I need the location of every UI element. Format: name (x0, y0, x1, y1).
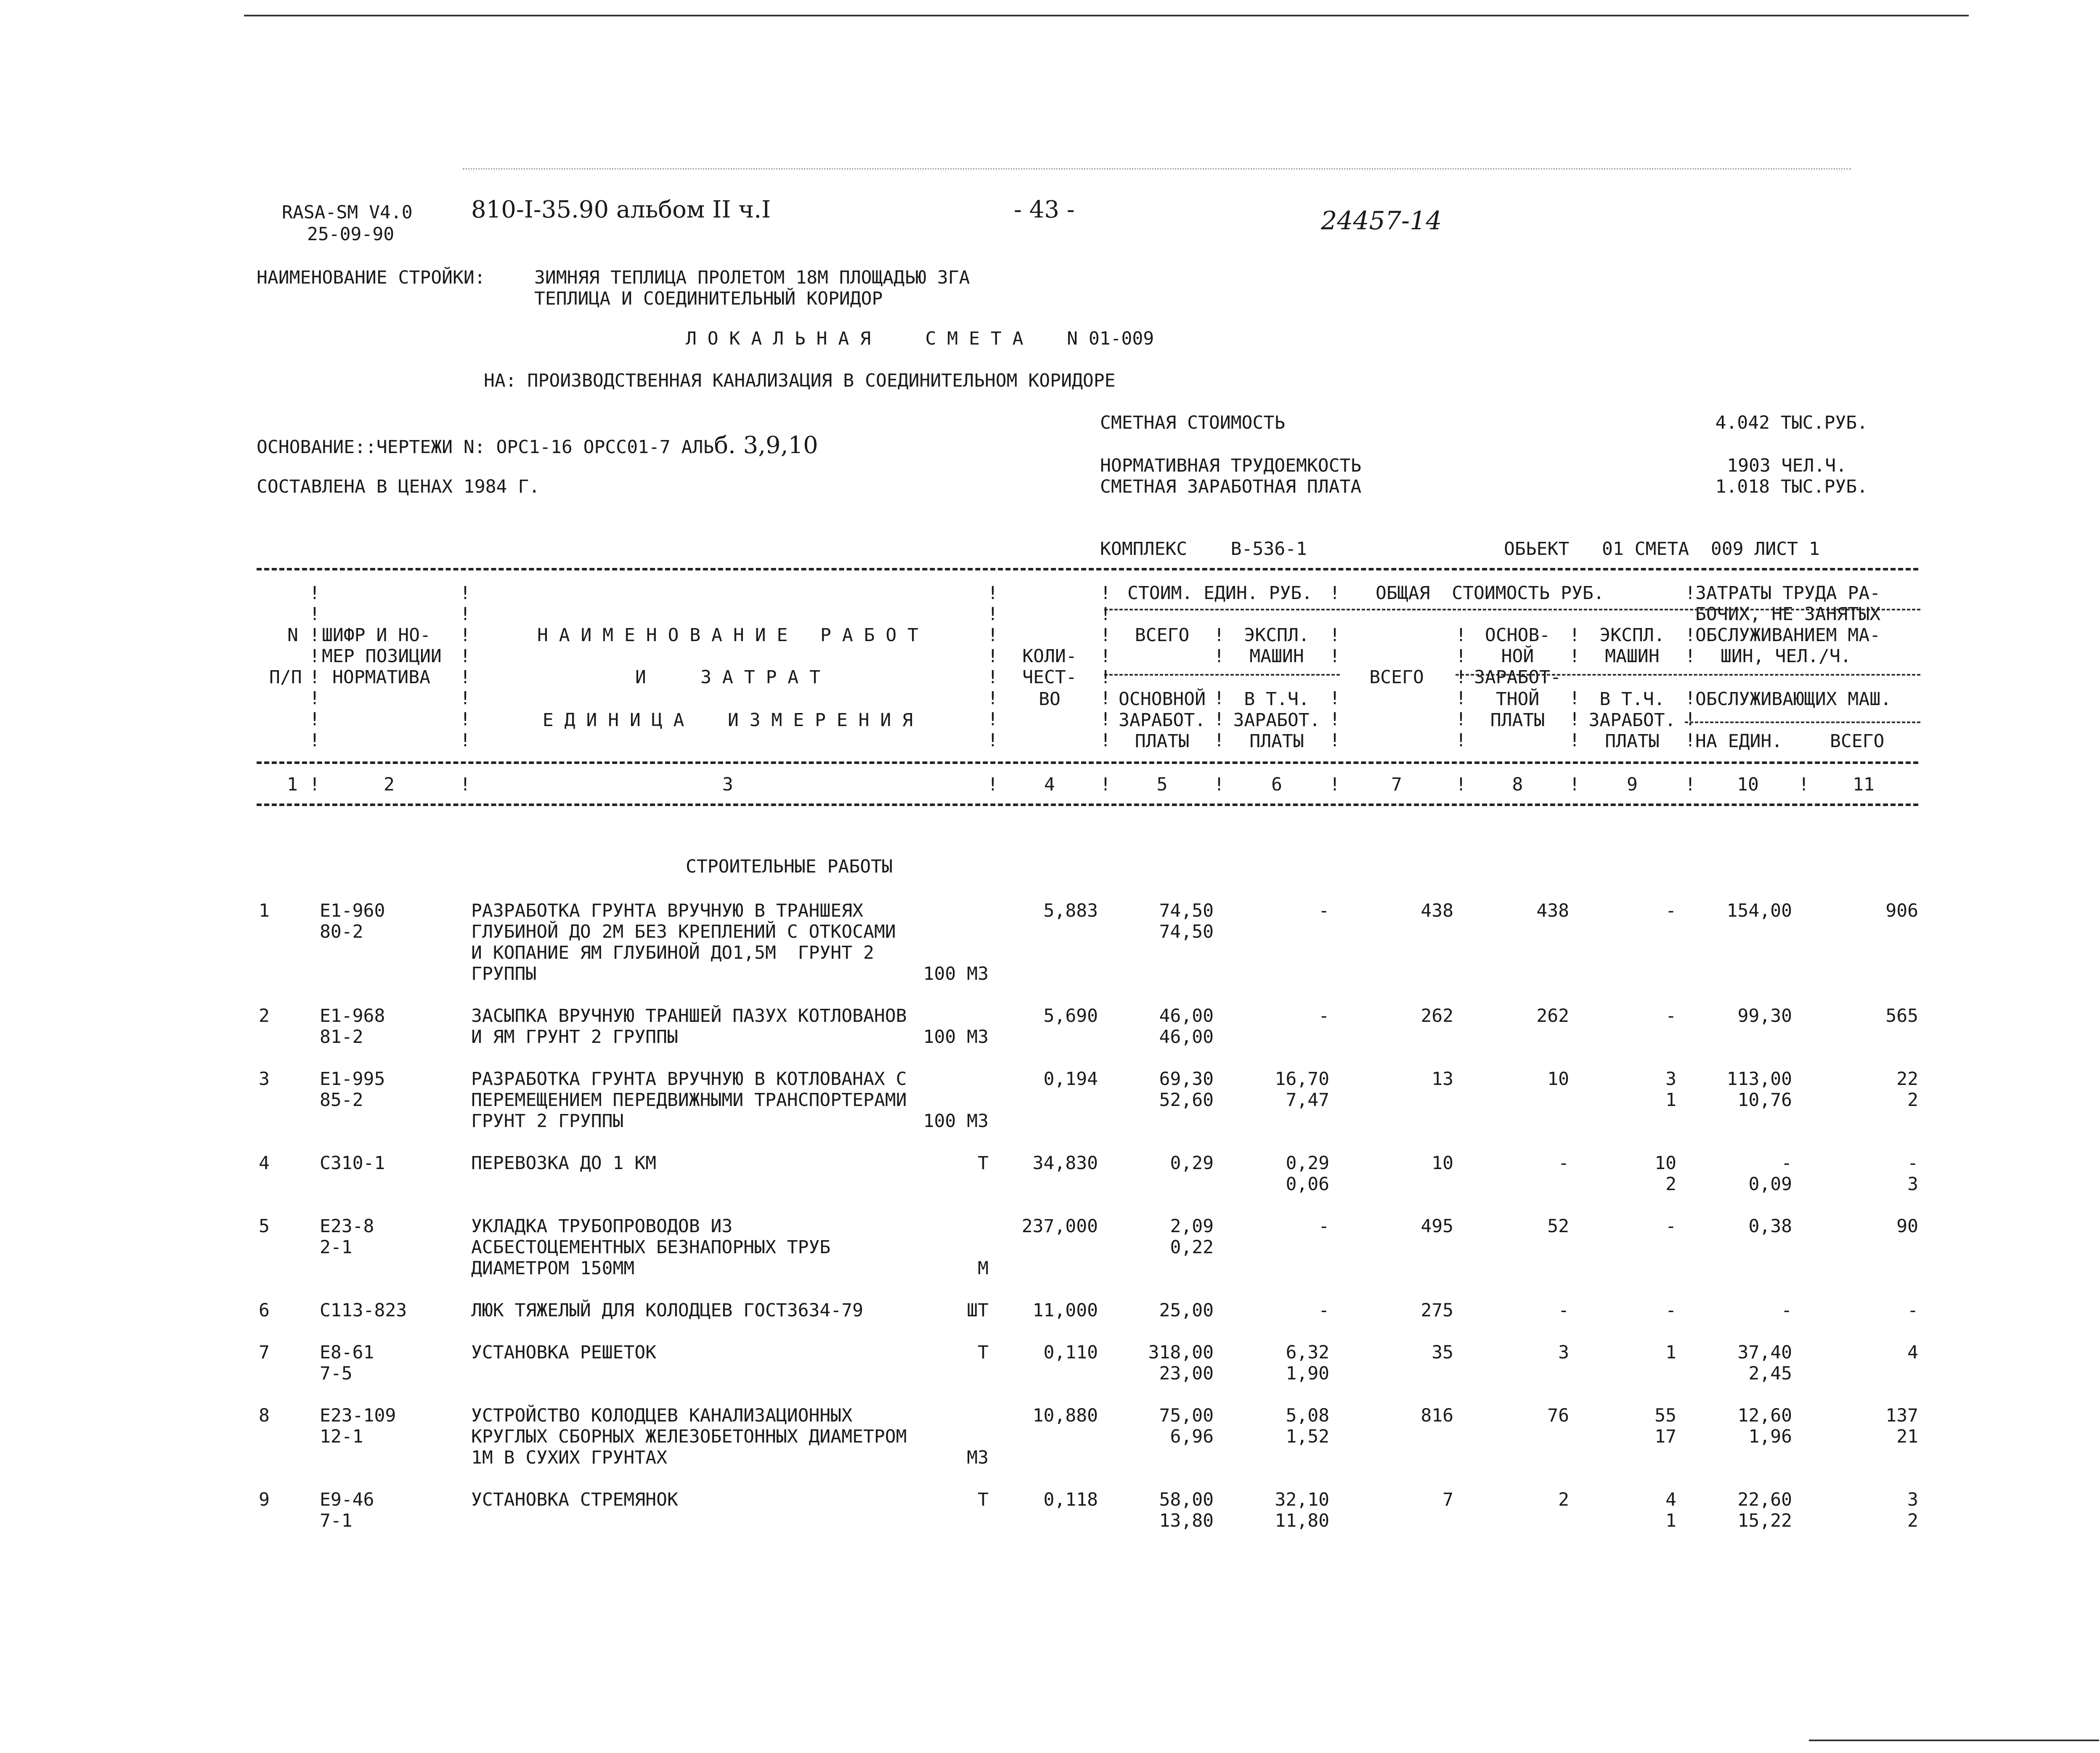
row-code: Е9-46 (320, 1489, 374, 1510)
row-total-cost: 7 (1442, 1489, 1453, 1510)
row-labor-total: 3 (1907, 1489, 1918, 1510)
row-total-cost: 262 (1421, 1005, 1453, 1026)
row-machine-cost: - (1665, 900, 1676, 921)
colnum-3: 3 (722, 774, 733, 795)
colnum-separators: ! (1456, 774, 1466, 795)
row-total-cost: 10 (1432, 1153, 1453, 1174)
col-sep-2: ! ! ! ! ! ! ! ! (460, 583, 471, 751)
row-unit-cost-total: 58,00 (1159, 1489, 1214, 1510)
row-name: УКЛАДКА ТРУБОПРОВОДОВ ИЗ (471, 1216, 733, 1237)
scan-top-line (244, 15, 1969, 16)
total-cost-title: ОБЩАЯ СТОИМОСТЬ РУБ. (1376, 583, 1604, 604)
row-unit-cost-total: 25,00 (1159, 1300, 1214, 1321)
row-quantity: 34,830 (1032, 1153, 1098, 1174)
program-date: 25-09-90 (307, 224, 395, 245)
row-name: РАЗРАБОТКА ГРУНТА ВРУЧНУЮ В КОТЛОВАНАХ С (471, 1069, 907, 1090)
colnum-10: 10 (1737, 774, 1759, 795)
row-basic-wages: 76 (1547, 1405, 1569, 1426)
col7-line1: ВСЕГО (1369, 667, 1424, 688)
col5-line3: ЗАРАБОТ. (1118, 710, 1206, 731)
row-machine-cost: 1 (1665, 1342, 1676, 1363)
row-number: 7 (259, 1342, 270, 1363)
colnum-separators: ! (460, 774, 471, 795)
row-labor-per-unit: - (1781, 1153, 1792, 1174)
row-basic-wages: - (1558, 1153, 1569, 1174)
row-name: УСТАНОВКА РЕШЕТОК (471, 1342, 657, 1363)
unit-cost-title: СТОИМ. ЕДИН. РУБ. (1127, 583, 1313, 604)
row-unit-cost-machines: 16,70 (1275, 1069, 1329, 1090)
row-labor-per-unit: 22,60 (1737, 1489, 1792, 1510)
row-name: И ЯМ ГРУНТ 2 ГРУППЫ (471, 1026, 678, 1048)
row-labor-per-unit: 113,00 (1726, 1069, 1792, 1090)
row-unit-cost-total: 0,29 (1170, 1153, 1214, 1174)
row-labor-total: 137 (1885, 1405, 1918, 1426)
row-unit-cost-total: 75,00 (1159, 1405, 1214, 1426)
row-name: УСТРОЙСТВО КОЛОДЦЕВ КАНАЛИЗАЦИОННЫХ (471, 1405, 853, 1426)
row-unit: Т (978, 1153, 989, 1174)
row-number: 8 (259, 1405, 270, 1426)
row-labor-per-unit: 99,30 (1737, 1005, 1792, 1026)
row-total-cost: 816 (1421, 1405, 1453, 1426)
labor-title-2: БОЧИХ, НЕ ЗАНЯТЫХ (1695, 604, 1881, 625)
col-sep-4: ! ! ! ! ! ! ! ! (1100, 583, 1111, 751)
row-number: 5 (259, 1216, 270, 1237)
labor-title-1: ЗАТРАТЫ ТРУДА РА- (1695, 583, 1881, 604)
row-machine-cost: 55 (1655, 1405, 1676, 1426)
row-code: 81-2 (320, 1026, 363, 1048)
row-number: 4 (259, 1153, 270, 1174)
row-machine-cost: 10 (1655, 1153, 1676, 1174)
row-unit-cost-machines: 5,08 (1286, 1405, 1329, 1426)
col8-line2: НОЙ (1501, 646, 1534, 667)
colnum-separators: ! (309, 774, 320, 795)
colnum-separators: ! (1100, 774, 1111, 795)
row-unit: 100 М3 (923, 963, 989, 984)
album-reference: 810-I-35.90 альбом II ч.I (471, 196, 771, 223)
row-labor-per-unit: 10,76 (1737, 1090, 1792, 1111)
col3-line2: И З А Т Р А Т (635, 667, 821, 688)
row-number: 6 (259, 1300, 270, 1321)
row-unit-cost-machines: 6,32 (1286, 1342, 1329, 1363)
row-unit-cost-total: 46,00 (1159, 1005, 1214, 1026)
row-machine-cost: 1 (1665, 1510, 1676, 1531)
row-unit-cost-total: 69,30 (1159, 1069, 1214, 1090)
row-code: С113-823 (320, 1300, 407, 1321)
col9-line3: В Т.Ч. (1599, 689, 1665, 710)
row-total-cost: 495 (1421, 1216, 1453, 1237)
row-code: 2-1 (320, 1237, 353, 1258)
row-code: Е1-960 (320, 900, 385, 921)
numbers-bottom-border (257, 804, 1918, 806)
row-code: Е23-8 (320, 1216, 374, 1237)
row-unit: Т (978, 1342, 989, 1363)
col6-line2: МАШИН (1249, 646, 1304, 667)
col11-header: ВСЕГО (1830, 731, 1885, 752)
row-code: С310-1 (320, 1153, 385, 1174)
col2-line3: НОРМАТИВА (332, 667, 430, 688)
row-unit-cost-total: 46,00 (1159, 1026, 1214, 1048)
colnum-separators: ! (987, 774, 998, 795)
row-unit-cost-total: 23,00 (1159, 1363, 1214, 1384)
labor-title-4: ШИН, ЧЕЛ./Ч. (1721, 646, 1851, 667)
row-machine-cost: 3 (1665, 1069, 1676, 1090)
row-labor-per-unit: 37,40 (1737, 1342, 1792, 1363)
colnum-separators: ! (1329, 774, 1340, 795)
row-total-cost: 275 (1421, 1300, 1453, 1321)
row-name: И КОПАНИЕ ЯМ ГЛУБИНОЙ ДО1,5М ГРУНТ 2 (471, 942, 874, 963)
row-unit-cost-machines: 0,29 (1286, 1153, 1329, 1174)
row-labor-total: 2 (1907, 1510, 1918, 1531)
row-name: ГРУНТ 2 ГРУППЫ (471, 1111, 624, 1132)
colnum-separators: ! (1214, 774, 1225, 795)
row-quantity: 11,000 (1032, 1300, 1098, 1321)
col3-line1: Н А И М Е Н О В А Н И Е Р А Б О Т (537, 625, 919, 646)
estimate-for: НА: ПРОИЗВОДСТВЕННАЯ КАНАЛИЗАЦИЯ В СОЕДИНИТЕЛЬНОМ КОРИДОРЕ (484, 370, 1116, 391)
row-labor-total: 22 (1896, 1069, 1918, 1090)
row-unit-cost-total: 0,22 (1170, 1237, 1214, 1258)
col9-line2: МАШИН (1605, 646, 1660, 667)
row-code: Е8-61 (320, 1342, 374, 1363)
col1-pp: П/П (269, 667, 302, 688)
header-top-border (257, 568, 1918, 570)
row-unit: Т (978, 1489, 989, 1510)
col-sep-5: ! ! ! ! ! (1214, 625, 1225, 751)
row-total-cost: 13 (1432, 1069, 1453, 1090)
row-labor-total: 21 (1896, 1426, 1918, 1447)
row-machine-cost: - (1665, 1216, 1676, 1237)
row-code: Е1-995 (320, 1069, 385, 1090)
col5-line1: ВСЕГО (1135, 625, 1190, 646)
col8-line3: ЗАРАБОТ- (1474, 667, 1562, 688)
header-bottom-border (257, 761, 1918, 764)
row-unit: М3 (967, 1447, 989, 1468)
handwritten-code: 24457-14 (1321, 206, 1442, 236)
row-quantity: 0,118 (1043, 1489, 1098, 1510)
row-labor-per-unit: 2,45 (1748, 1363, 1792, 1384)
row-unit: ШТ (967, 1300, 989, 1321)
col-sep-1: ! ! ! ! ! ! ! ! (309, 583, 320, 751)
row-machine-cost: 4 (1665, 1489, 1676, 1510)
colnum-separators: ! (1685, 774, 1696, 795)
colnum-8: 8 (1512, 774, 1523, 795)
row-name: 1М В СУХИХ ГРУНТАХ (471, 1447, 667, 1468)
row-name: КРУГЛЫХ СБОРНЫХ ЖЕЛЕЗОБЕТОННЫХ ДИАМЕТРОМ (471, 1426, 907, 1447)
row-name: ЗАСЫПКА ВРУЧНУЮ ТРАНШЕЙ ПАЗУХ КОТЛОВАНОВ (471, 1005, 907, 1026)
col4-line3: ВО (1039, 689, 1061, 710)
row-quantity: 5,690 (1043, 1005, 1098, 1026)
row-unit-cost-total: 6,96 (1170, 1426, 1214, 1447)
section-title: СТРОИТЕЛЬНЫЕ РАБОТЫ (686, 856, 893, 877)
row-basic-wages: 52 (1547, 1216, 1569, 1237)
colnum-separators: ! (1569, 774, 1580, 795)
labor-subtitle: ОБСЛУЖИВАЮЩИХ МАШ. (1695, 689, 1891, 710)
labor-subdivider (1685, 721, 1920, 723)
row-number: 2 (259, 1005, 270, 1026)
row-unit-cost-machines: 1,52 (1286, 1426, 1329, 1447)
object-sheet: ОБЬЕКТ 01 СМЕТА 009 ЛИСТ 1 (1504, 538, 1820, 560)
col5-line2: ОСНОВНОЙ (1118, 689, 1206, 710)
summary-label-cost: СМЕТНАЯ СТОИМОСТЬ (1100, 412, 1286, 433)
scan-noise-line (463, 168, 1851, 170)
basis-label: ОСНОВАНИЕ::ЧЕРТЕЖИ N: ОРС1-16 ОРСС01-7 АЛЬ (257, 437, 714, 458)
row-unit-cost-machines: - (1318, 1005, 1329, 1026)
colnum-7: 7 (1391, 774, 1402, 795)
row-code: 80-2 (320, 921, 363, 942)
row-code: Е1-968 (320, 1005, 385, 1026)
row-labor-per-unit: 15,22 (1737, 1510, 1792, 1531)
row-code: 12-1 (320, 1426, 363, 1447)
col4-line2: ЧЕСТ- (1022, 667, 1077, 688)
row-basic-wages: - (1558, 1300, 1569, 1321)
row-basic-wages: 3 (1558, 1342, 1569, 1363)
col6-line1: ЭКСПЛ. (1244, 625, 1310, 646)
row-number: 1 (259, 900, 270, 921)
row-unit-cost-machines: 7,47 (1286, 1090, 1329, 1111)
row-labor-per-unit: 0,09 (1748, 1174, 1792, 1195)
col8-line4: ТНОЙ (1495, 689, 1540, 710)
colnum-6: 6 (1271, 774, 1282, 795)
row-total-cost: 35 (1432, 1342, 1453, 1363)
row-code: 7-5 (320, 1363, 353, 1384)
row-unit-cost-machines: - (1318, 1216, 1329, 1237)
col9-line5: ПЛАТЫ (1605, 731, 1660, 752)
summary-label-wages: СМЕТНАЯ ЗАРАБОТНАЯ ПЛАТА (1100, 476, 1362, 497)
col-sep-8: ! ! ! ! ! (1569, 625, 1580, 751)
row-unit-cost-total: 74,50 (1159, 900, 1214, 921)
row-machine-cost: 1 (1665, 1090, 1676, 1111)
row-quantity: 0,194 (1043, 1069, 1098, 1090)
colnum-1: 1 (287, 774, 298, 795)
summary-value-labor: 1903 ЧЕЛ.Ч. (1727, 455, 1847, 476)
summary-value-wages: 1.018 ТЫС.РУБ. (1715, 476, 1868, 497)
row-unit-cost-total: 74,50 (1159, 921, 1214, 942)
colnum-5: 5 (1156, 774, 1168, 795)
row-unit-cost-machines: - (1318, 900, 1329, 921)
row-labor-per-unit: 0,38 (1748, 1216, 1792, 1237)
prices-basis: СОСТАВЛЕНА В ЦЕНАХ 1984 Г. (257, 476, 540, 497)
row-name: УСТАНОВКА СТРЕМЯНОК (471, 1489, 678, 1510)
col8-line1: ОСНОВ- (1485, 625, 1551, 646)
row-machine-cost: - (1665, 1300, 1676, 1321)
row-code: 85-2 (320, 1090, 363, 1111)
construction-line1: ЗИМНЯЯ ТЕПЛИЦА ПРОЛЕТОМ 18М ПЛОЩАДЬЮ 3ГА (534, 267, 970, 288)
row-basic-wages: 2 (1558, 1489, 1569, 1510)
row-labor-total: 906 (1885, 900, 1918, 921)
row-unit-cost-total: 318,00 (1148, 1342, 1214, 1363)
row-name: ГЛУБИНОЙ ДО 2М БЕЗ КРЕПЛЕНИЙ С ОТКОСАМИ (471, 921, 896, 942)
row-name: РАЗРАБОТКА ГРУНТА ВРУЧНУЮ В ТРАНШЕЯХ (471, 900, 863, 921)
col8-line5: ПЛАТЫ (1490, 710, 1545, 731)
row-unit-cost-machines: 0,06 (1286, 1174, 1329, 1195)
row-name: ДИАМЕТРОМ 150ММ (471, 1258, 635, 1279)
row-labor-per-unit: 12,60 (1737, 1405, 1792, 1426)
row-machine-cost: - (1665, 1005, 1676, 1026)
row-basic-wages: 262 (1536, 1005, 1569, 1026)
row-quantity: 5,883 (1043, 900, 1098, 921)
program-name: RASA-SM V4.0 (282, 202, 413, 223)
row-unit-cost-machines: 32,10 (1275, 1489, 1329, 1510)
row-machine-cost: 17 (1655, 1426, 1676, 1447)
scan-bottom-line (1809, 1740, 2099, 1741)
row-number: 9 (259, 1489, 270, 1510)
row-unit-cost-total: 52,60 (1159, 1090, 1214, 1111)
row-name: ЛЮК ТЯЖЕЛЫЙ ДЛЯ КОЛОДЦЕВ ГОСТ3634-79 (471, 1300, 863, 1321)
colnum-11: 11 (1853, 774, 1875, 795)
colnum-2: 2 (384, 774, 395, 795)
colnum-9: 9 (1627, 774, 1638, 795)
row-quantity: 0,110 (1043, 1342, 1098, 1363)
row-unit-cost-machines: 1,90 (1286, 1363, 1329, 1384)
row-labor-per-unit: - (1781, 1300, 1792, 1321)
construction-line2: ТЕПЛИЦА И СОЕДИНИТЕЛЬНЫЙ КОРИДОР (534, 288, 883, 309)
row-unit-cost-machines: - (1318, 1300, 1329, 1321)
row-quantity: 10,880 (1032, 1405, 1098, 1426)
row-basic-wages: 10 (1547, 1069, 1569, 1090)
colnum-separators: ! (1798, 774, 1809, 795)
row-labor-total: 3 (1907, 1174, 1918, 1195)
col2-line2: МЕР ПОЗИЦИИ (322, 646, 442, 667)
col4-line1: КОЛИ- (1022, 646, 1077, 667)
row-code: Е23-109 (320, 1405, 396, 1426)
row-unit: 100 М3 (923, 1026, 989, 1048)
row-unit: 100 М3 (923, 1111, 989, 1132)
row-labor-per-unit: 154,00 (1726, 900, 1792, 921)
basis-handwritten: б. 3,9,10 (714, 432, 818, 459)
row-labor-total: 90 (1896, 1216, 1918, 1237)
row-code: 7-1 (320, 1510, 353, 1531)
col9-line4: ЗАРАБОТ. (1588, 710, 1676, 731)
construction-label: НАИМЕНОВАНИЕ СТРОЙКИ: (257, 267, 485, 288)
row-basic-wages: 438 (1536, 900, 1569, 921)
row-name: ПЕРЕМЕЩЕНИЕМ ПЕРЕДВИЖНЫМИ ТРАНСПОРТЕРАМИ (471, 1090, 907, 1111)
row-quantity: 237,000 (1021, 1216, 1098, 1237)
row-labor-per-unit: 1,96 (1748, 1426, 1792, 1447)
row-labor-total: 4 (1907, 1342, 1918, 1363)
col2-line1: ШИФР И НО- (322, 625, 431, 646)
complex-code: КОМПЛЕКС В-536-1 (1100, 538, 1307, 560)
row-unit: М (978, 1258, 989, 1279)
row-unit-cost-total: 2,09 (1170, 1216, 1214, 1237)
row-total-cost: 438 (1421, 900, 1453, 921)
row-unit-cost-total: 13,80 (1159, 1510, 1214, 1531)
colnum-4: 4 (1044, 774, 1055, 795)
row-labor-total: 2 (1907, 1090, 1918, 1111)
col1-n: N (287, 625, 298, 646)
col-sep-3: ! ! ! ! ! ! ! ! (987, 583, 998, 751)
row-name: АСБЕСТОЦЕМЕНТНЫХ БЕЗНАПОРНЫХ ТРУБ (471, 1237, 831, 1258)
summary-value-cost: 4.042 ТЫС.РУБ. (1715, 412, 1868, 433)
row-labor-total: 565 (1885, 1005, 1918, 1026)
basis-line (257, 432, 818, 459)
row-labor-total: - (1907, 1300, 1918, 1321)
col6-line5: ПЛАТЫ (1249, 731, 1304, 752)
row-name: ПЕРЕВОЗКА ДО 1 КМ (471, 1153, 657, 1174)
col-sep-9: ! ! ! ! ! ! (1685, 583, 1696, 751)
row-number: 3 (259, 1069, 270, 1090)
estimate-title: Л О К А Л Ь Н А Я С М Е Т А N 01-009 (686, 328, 1154, 349)
col9-line1: ЭКСПЛ. (1599, 625, 1665, 646)
summary-label-labor: НОРМАТИВНАЯ ТРУДОЕМКОСТЬ (1100, 455, 1362, 476)
col5-line4: ПЛАТЫ (1135, 731, 1190, 752)
labor-title-3: ОБСЛУЖИВАНИЕМ МА- (1695, 625, 1881, 646)
page-number: - 43 - (1014, 196, 1075, 223)
col6-line4: ЗАРАБОТ. (1233, 710, 1320, 731)
row-labor-total: - (1907, 1153, 1918, 1174)
col10-header: НА ЕДИН. (1695, 731, 1783, 752)
col-sep-7: ! ! ! ! ! ! (1456, 625, 1466, 751)
col6-line3: В Т.Ч. (1244, 689, 1310, 710)
row-name: ГРУППЫ (471, 963, 537, 984)
col3-line3: Е Д И Н И Ц А И З М Е Р Е Н И Я (542, 710, 913, 731)
row-unit-cost-machines: 11,80 (1275, 1510, 1329, 1531)
row-machine-cost: 2 (1665, 1174, 1676, 1195)
col-sep-6: ! ! ! ! ! ! (1329, 583, 1340, 751)
